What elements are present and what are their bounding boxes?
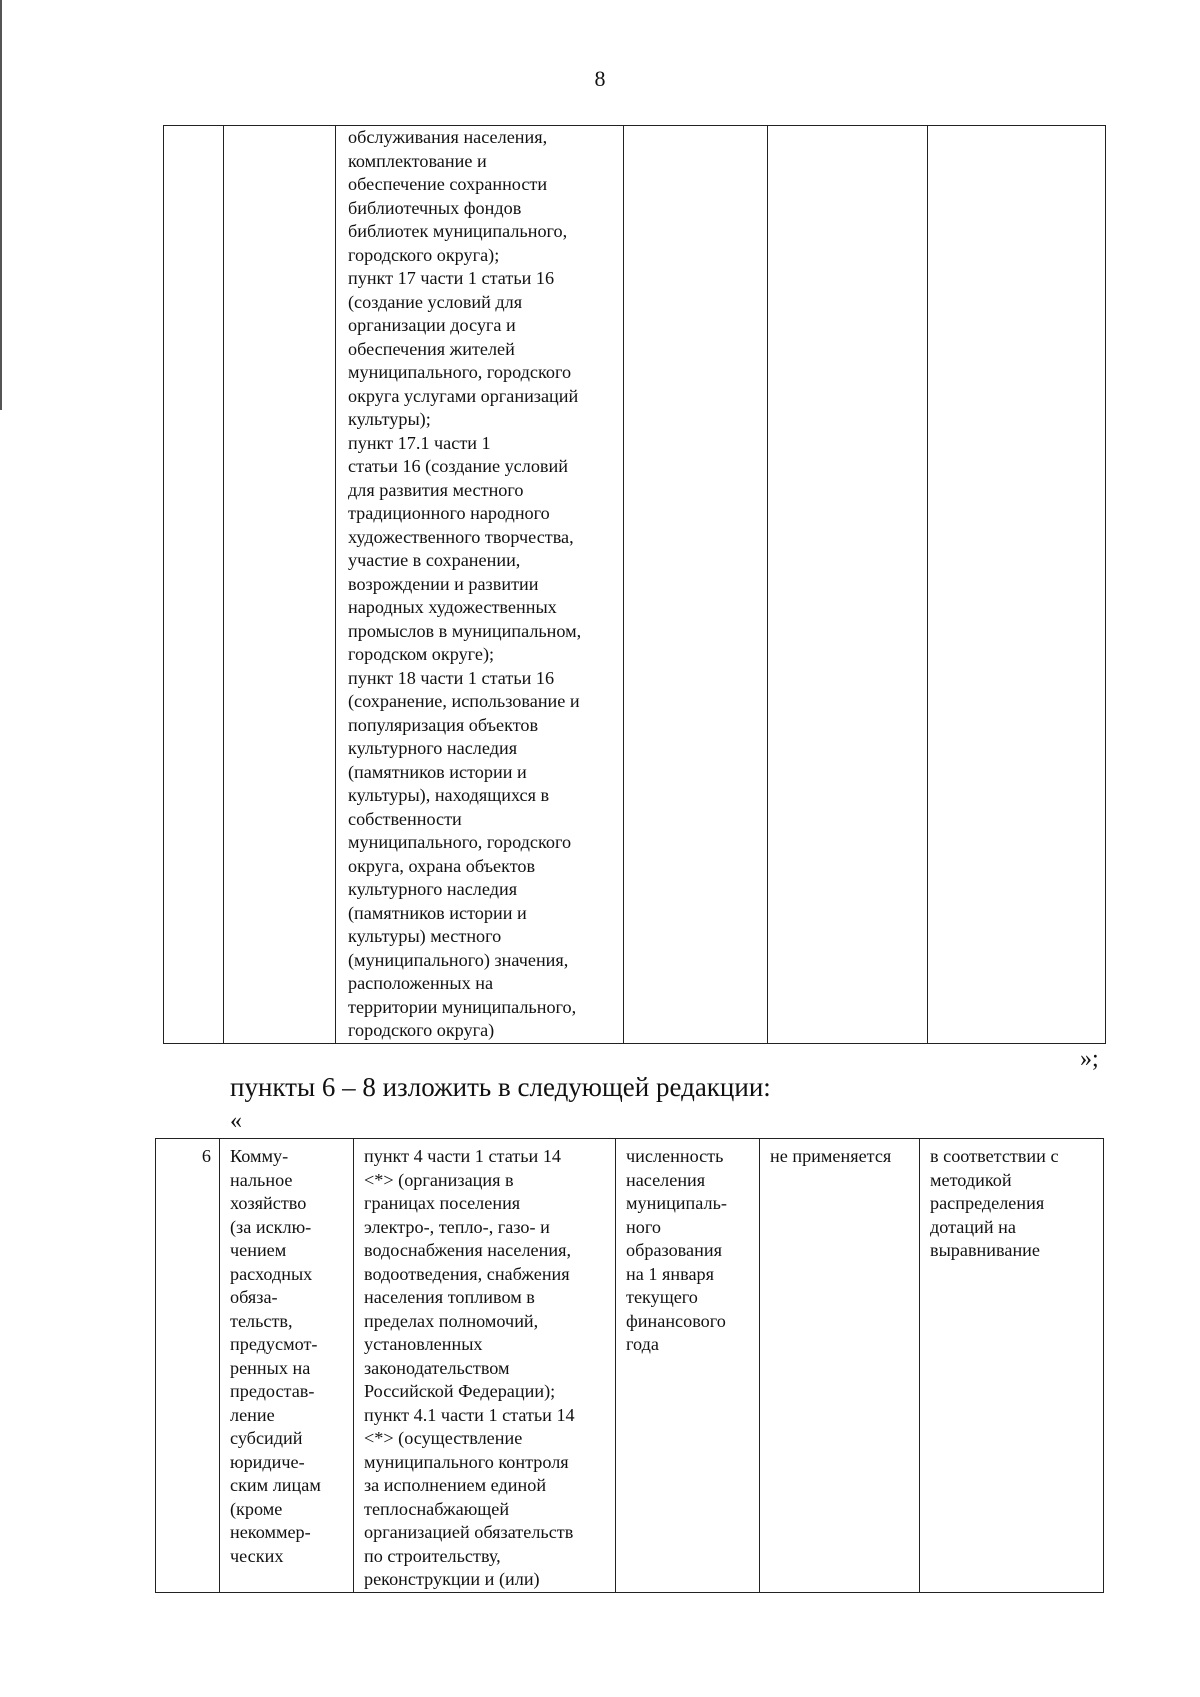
text-line: традиционного народного: [348, 503, 550, 523]
text-line: округа, охрана объектов: [348, 855, 536, 876]
text-line: дотаций на: [930, 1216, 1016, 1237]
text-line: года: [626, 1334, 659, 1354]
text-line: обеспечение сохранности: [348, 174, 548, 194]
text-line: водоотведения, снабжения: [364, 1263, 570, 1284]
text-line: обеспечения жителей: [348, 338, 515, 359]
new-items-table: [155, 1138, 1104, 1593]
text-line: организацией обязательств: [364, 1522, 574, 1542]
text-line: муниципального контроля: [364, 1451, 569, 1472]
sector-cell: [220, 1139, 354, 1593]
table-row: [156, 1139, 1104, 1593]
text-line: <*> (организация в: [364, 1169, 514, 1190]
text-line: народных художественных: [348, 597, 557, 617]
text-line: законодательством: [364, 1357, 510, 1378]
text-line: населения топливом в: [364, 1287, 535, 1307]
text-line: (за исклю-: [230, 1216, 312, 1237]
text-line: тельств,: [230, 1310, 293, 1331]
text-line: обяза-: [230, 1287, 278, 1307]
text-line: установленных: [364, 1334, 483, 1354]
row-number-cell: [164, 126, 224, 1044]
text-line: водоснабжения населения,: [364, 1240, 571, 1260]
text-line: выравнивание: [930, 1240, 1040, 1260]
text-line: за исполнением единой: [364, 1475, 547, 1495]
method-text: [930, 1145, 1093, 1263]
text-line: (кроме: [230, 1498, 283, 1519]
indicator-text: [626, 1145, 749, 1357]
indicator-cell: [624, 126, 768, 1044]
text-line: ским лицам: [230, 1475, 321, 1495]
text-line: культуры), находящихся в: [348, 785, 550, 805]
opening-quote: «: [230, 1108, 242, 1134]
text-line: распределения: [930, 1193, 1045, 1213]
text-line: художественного творчества,: [348, 526, 574, 547]
text-line: пределах полномочий,: [364, 1310, 539, 1331]
text-line: городского округа);: [348, 244, 500, 265]
coefficient-cell: [760, 1139, 920, 1593]
authority-cell: [336, 126, 624, 1044]
coefficient-cell: [768, 126, 928, 1044]
text-line: территории муниципального,: [348, 996, 577, 1017]
text-line: промыслов в муниципальном,: [348, 620, 582, 641]
text-line: для развития местного: [348, 479, 524, 500]
text-line: электро-, тепло-, газо- и: [364, 1216, 550, 1237]
row-number-cell: [156, 1139, 220, 1593]
continued-table: [163, 125, 1106, 1044]
text-line: муниципального, городского: [348, 832, 572, 852]
authority-text: [348, 126, 613, 1043]
text-line: теплоснабжающей: [364, 1498, 510, 1519]
coefficient-text: [770, 1145, 909, 1169]
text-line: текущего: [626, 1287, 698, 1307]
text-line: не применяется: [770, 1146, 892, 1166]
text-line: пункт 18 части 1 статьи 16: [348, 667, 555, 688]
text-line: популяризация объектов: [348, 714, 539, 735]
text-line: юридиче-: [230, 1451, 305, 1472]
sector-text: [230, 1145, 343, 1568]
amendment-instruction: пункты 6 – 8 изложить в следующей редакции:: [230, 1072, 771, 1102]
text-line: методикой: [930, 1169, 1012, 1190]
text-line: границах поселения: [364, 1193, 521, 1213]
text-line: культурного наследия: [348, 738, 518, 758]
text-line: хозяйство: [230, 1193, 307, 1213]
text-line: муниципального, городского: [348, 362, 572, 382]
text-line: (муниципального) значения,: [348, 949, 569, 970]
text-line: (памятников истории и: [348, 902, 527, 923]
text-line: расходных: [230, 1263, 313, 1284]
text-line: (создание условий для: [348, 291, 523, 312]
row-number: 6: [201, 1146, 211, 1166]
text-line: (сохранение, использование и: [348, 691, 580, 711]
text-line: на 1 января: [626, 1263, 714, 1284]
text-line: нальное: [230, 1169, 293, 1190]
text-line: организации досуга и: [348, 315, 516, 335]
table-row: [164, 126, 1106, 1044]
method-cell: [928, 126, 1106, 1044]
text-line: чением: [230, 1240, 287, 1260]
indicator-cell: [616, 1139, 760, 1593]
text-line: культуры) местного: [348, 926, 502, 946]
text-line: расположенных на: [348, 973, 494, 993]
text-line: ление: [230, 1404, 275, 1425]
sector-cell: [224, 126, 336, 1044]
text-line: городском округе);: [348, 644, 495, 664]
text-line: пункт 4.1 части 1 статьи 14: [364, 1404, 575, 1425]
authority-text: [364, 1145, 605, 1592]
text-line: реконструкции и (или): [364, 1569, 540, 1589]
text-line: предостав-: [230, 1381, 315, 1401]
scan-edge-mark: [0, 0, 2, 410]
closing-quote: »;: [1080, 1046, 1099, 1072]
text-line: обслуживания населения,: [348, 127, 548, 147]
text-line: муниципаль-: [626, 1193, 727, 1213]
method-cell: [920, 1139, 1104, 1593]
page-number: 8: [594, 66, 606, 91]
text-line: пункт 17.1 части 1: [348, 432, 491, 453]
text-line: пункт 4 части 1 статьи 14: [364, 1146, 562, 1166]
text-line: культуры);: [348, 409, 431, 429]
text-line: статьи 16 (создание условий: [348, 456, 568, 476]
text-line: комплектование и: [348, 150, 487, 171]
text-line: округа услугами организаций: [348, 385, 579, 406]
text-line: ренных на: [230, 1357, 311, 1378]
text-line: по строительству,: [364, 1545, 501, 1566]
text-line: пункт 17 части 1 статьи 16: [348, 268, 555, 288]
text-line: (памятников истории и: [348, 761, 527, 782]
text-line: образования: [626, 1240, 722, 1260]
authority-cell: [354, 1139, 616, 1593]
text-line: собственности: [348, 808, 462, 829]
text-line: некоммер-: [230, 1522, 311, 1542]
text-line: Российской Федерации);: [364, 1381, 556, 1401]
text-line: участие в сохранении,: [348, 550, 521, 570]
text-line: в соответствии с: [930, 1146, 1059, 1166]
text-line: культурного наследия: [348, 879, 518, 899]
text-line: библиотек муниципального,: [348, 221, 568, 241]
text-line: населения: [626, 1169, 706, 1190]
text-line: субсидий: [230, 1428, 303, 1448]
text-line: численность: [626, 1146, 724, 1166]
text-line: ческих: [230, 1545, 284, 1566]
text-line: <*> (осуществление: [364, 1428, 523, 1448]
text-line: возрождении и развитии: [348, 573, 539, 594]
text-line: Комму-: [230, 1146, 289, 1166]
text-line: финансового: [626, 1310, 726, 1331]
text-line: библиотечных фондов: [348, 197, 522, 218]
text-line: городского округа): [348, 1020, 495, 1040]
text-line: ного: [626, 1216, 661, 1237]
text-line: предусмот-: [230, 1334, 318, 1354]
